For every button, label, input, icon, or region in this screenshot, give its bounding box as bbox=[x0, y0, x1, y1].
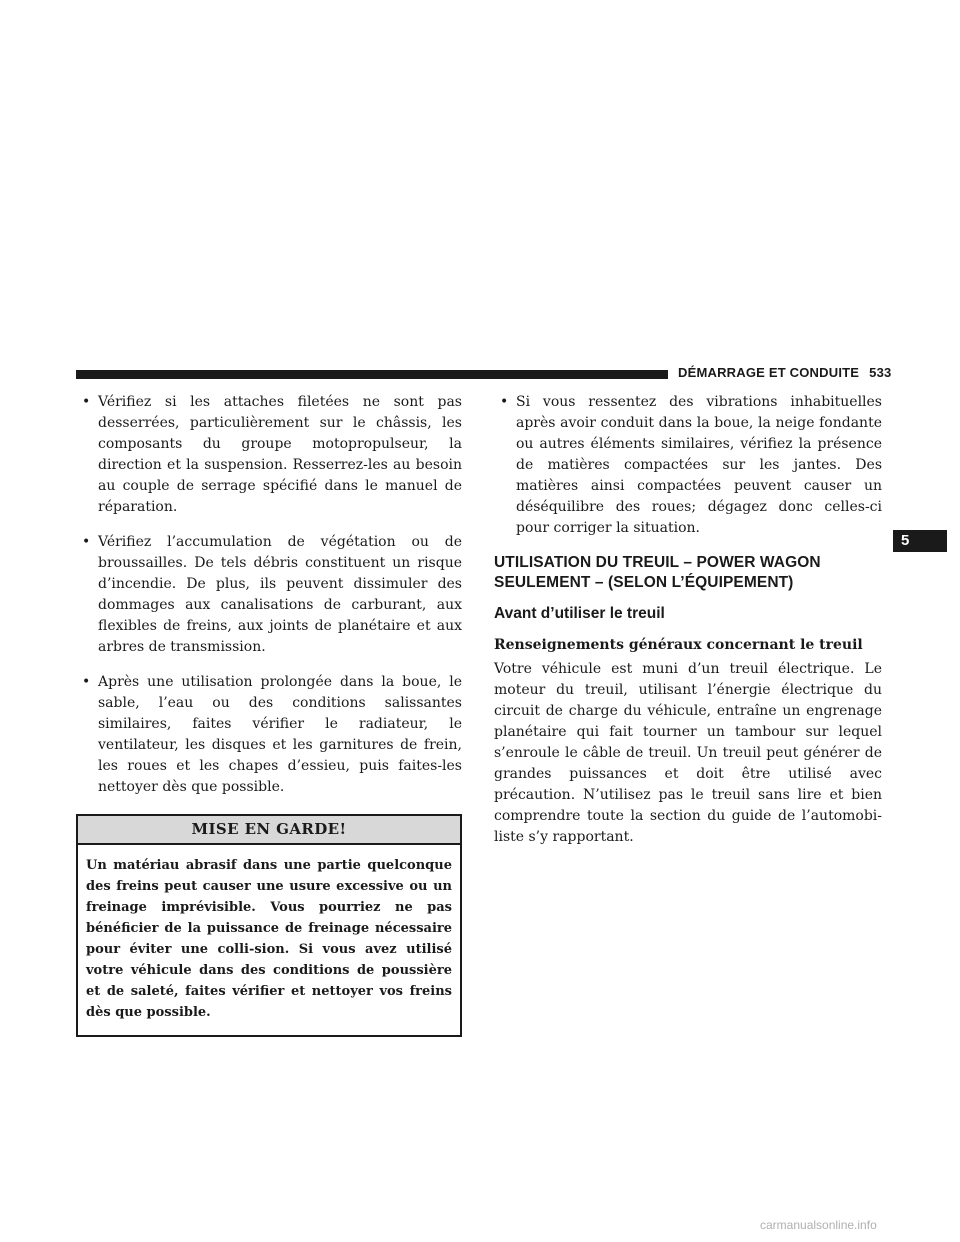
right-bullet-list bbox=[494, 392, 882, 539]
running-header bbox=[678, 365, 891, 380]
list-item: • Vérifiez si les attaches filetées ne sont pas desserrées, particulièrement sur le châssis, les composants du groupe motopropulseur, la direction et la suspension. Resserrez-les au besoin au couple de serrage spécifié dans le manuel de réparation. bbox=[82, 394, 462, 515]
section-heading: UTILISATION DU TREUIL – POWER WAGON SEULEMENT – (SELON L’ÉQUIPEMENT) bbox=[494, 554, 821, 591]
subheading: Avant d’utiliser le treuil bbox=[494, 605, 665, 622]
section-title: DÉMARRAGE ET CONDUITE bbox=[678, 365, 860, 380]
left-bullet-list bbox=[76, 392, 462, 798]
left-column bbox=[76, 392, 462, 1037]
bullet-icon: • bbox=[82, 674, 91, 690]
bullet-icon: • bbox=[500, 394, 509, 410]
body-paragraph: Votre véhicule est muni d’un treuil électrique. Le moteur du treuil, utilisant l’énergie électrique du circuit de charge du véhicule, entraîne un engrenage planétaire qui fait tourner un tambour sur lequel s’enroule le câble de treuil. Un treuil peut générer de grandes puissances et doit être utilisé avec précaution. N’utilisez pas le treuil sans lire et bien comprendre toute la section du guide de l’automobi-liste s’y rapportant. bbox=[494, 661, 882, 845]
list-item: • Vérifiez l’accumulation de végétation ou de broussailles. De tels débris constituent un risque d’incendie. De plus, ils peuvent dissimuler des dommages aux canalisations de carburant, aux flexibles de freins, aux joints de planétaire et aux arbres de transmission. bbox=[82, 534, 462, 655]
chapter-tab: 5 bbox=[893, 530, 947, 552]
header-rule bbox=[76, 370, 668, 379]
page-number: 533 bbox=[869, 365, 892, 380]
list-item: • Après une utilisation prolongée dans la boue, le sable, l’eau ou des conditions salissantes similaires, faites vérifier le radiateur, le ventilateur, les disques et les garnitures de frein, les roues et les chapes d’essieu, puis faites-les nettoyer dès que possible. bbox=[82, 674, 462, 795]
warning-box bbox=[76, 814, 462, 1037]
list-item: • Si vous ressentez des vibrations inhabituelles après avoir conduit dans la boue, la neige fondante ou autres éléments similaires, vérifiez la présence de matières compactées sur les jantes. Des matières ainsi compactées peuvent causer un déséquilibre des roues; dégagez donc celles-ci pour corriger la situation. bbox=[500, 394, 882, 536]
warning-title: MISE EN GARDE! bbox=[78, 816, 460, 845]
warning-text: Un matériau abrasif dans une partie quelconque des freins peut causer une usure excessive ou un freinage imprévisible. Vous pourriez ne pas bénéficier de la puissance de freinage nécessaire pour éviter une colli-sion. Si vous avez utilisé votre véhicule dans des conditions de poussière et de saleté, faites vérifier et nettoyer vos freins dès que possible. bbox=[86, 858, 452, 1020]
minor-heading: Renseignements généraux concernant le treuil bbox=[494, 637, 863, 653]
bullet-icon: • bbox=[82, 534, 91, 550]
right-column bbox=[494, 392, 882, 848]
watermark: carmanualsonline.info bbox=[760, 1218, 877, 1232]
bullet-icon: • bbox=[82, 394, 91, 410]
